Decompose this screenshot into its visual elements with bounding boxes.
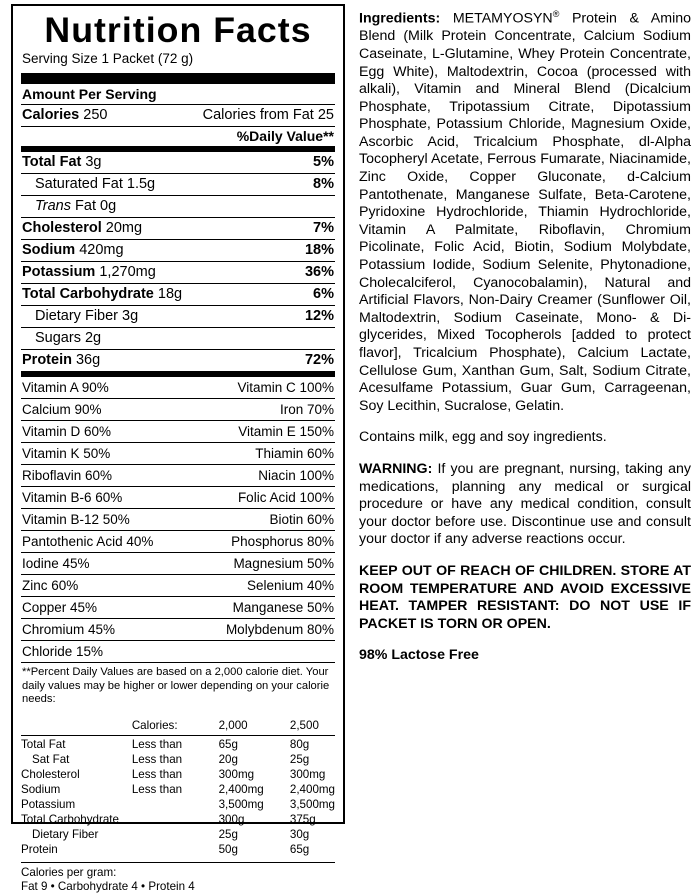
nutrient-dv: 5% [313, 154, 334, 170]
ingredients-paragraph [359, 6, 691, 415]
vitamin-left: Vitamin K 50% [22, 445, 111, 461]
table-row [21, 305, 335, 327]
dv-2000: 25g [218, 828, 238, 841]
vitamin-right: Vitamin C 100% [237, 379, 334, 395]
vitamin-left: Chromium 45% [22, 621, 116, 637]
table-row [21, 843, 335, 858]
dv-name: Cholesterol [21, 768, 80, 781]
vitamin-left: Pantothenic Acid 40% [22, 533, 154, 549]
vitamin-right: Niacin 100% [258, 467, 334, 483]
dv-name: Protein [21, 843, 58, 856]
table-row [21, 828, 335, 843]
table-row [21, 195, 335, 217]
vitamin-left: Iodine 45% [22, 555, 90, 571]
table-row [21, 768, 335, 783]
divider-thick-top [21, 73, 335, 84]
table-row [21, 813, 335, 828]
table-row [21, 261, 335, 283]
dv-name: Sat Fat [32, 753, 70, 766]
dv-2500: 300mg [289, 768, 326, 781]
dv-2500: 65g [289, 843, 310, 856]
nutrient-label: Cholesterol 20mg [22, 220, 143, 236]
table-row [21, 398, 335, 420]
vitamin-left: Chloride 15% [22, 643, 104, 659]
vitamin-left: Calcium 90% [22, 401, 102, 417]
registered-trademark-icon: ® [552, 9, 560, 19]
calories-row [21, 104, 335, 126]
dv-name: Dietary Fiber [32, 828, 99, 841]
vitamin-right: Phosphorus 80% [231, 533, 334, 549]
dv-less: Less than [131, 753, 183, 766]
nutrient-dv: 8% [313, 176, 334, 192]
dv-2500: 2,400mg [289, 783, 335, 796]
daily-value-header: %Daily Value** [21, 126, 335, 146]
table-row [21, 327, 335, 349]
nutrition-facts-panel [11, 4, 345, 893]
vitamin-left: Copper 45% [22, 599, 98, 615]
amount-per-serving-label: Amount Per Serving [22, 86, 157, 102]
table-row [21, 618, 335, 640]
dv-col-name [21, 719, 132, 736]
nutrient-dv: 7% [313, 220, 334, 236]
dv-2000: 20g [218, 753, 238, 766]
warning-body: If you are pregnant, nursing, taking any medications, planning any medical or surgical procedure or have any medical condition, consult your doctor before use. Discontinue use and consult your doctor if any adverse reactions occur. [359, 460, 691, 548]
vitamin-right: Folic Acid 100% [237, 489, 334, 505]
nutrient-label: Dietary Fiber 3g [35, 308, 139, 324]
dv-2500: 30g [289, 828, 310, 841]
vitamin-right: Iron 70% [279, 401, 334, 417]
table-row [21, 530, 335, 552]
vitamin-left: Zinc 60% [22, 577, 79, 593]
vitamin-right: Magnesium 50% [233, 555, 334, 571]
nutrient-label: Potassium 1,270mg [22, 264, 156, 280]
table-row [21, 152, 335, 173]
calories-per-gram-title: Calories per gram: [21, 865, 117, 879]
dv-name: Total Carbohydrate [21, 813, 119, 826]
table-row [21, 596, 335, 618]
nutrient-dv: 36% [304, 264, 334, 280]
table-row [21, 552, 335, 574]
table-row [21, 574, 335, 596]
warning-heading: WARNING: [359, 460, 433, 477]
table-row [21, 736, 335, 753]
dv-col-2500-header: 2,500 [289, 719, 319, 732]
vitamin-right: Selenium 40% [246, 577, 334, 593]
vitamin-right: Manganese 50% [232, 599, 334, 615]
dv-name: Potassium [21, 798, 76, 811]
dv-2000: 300g [218, 813, 245, 826]
nutrient-label: Saturated Fat 1.5g [35, 176, 156, 192]
nutrient-label: Sugars 2g [35, 330, 102, 346]
daily-values-table [21, 719, 335, 858]
nutrient-dv: 12% [304, 308, 334, 324]
vitamin-right: Thiamin 60% [255, 445, 334, 461]
warning-paragraph [359, 461, 691, 549]
calories-per-gram-block [21, 862, 335, 894]
nutrient-label: Total Carbohydrate 18g [22, 286, 183, 302]
table-row [21, 753, 335, 768]
vitamin-left: Vitamin B-6 60% [22, 489, 123, 505]
dv-2500: 375g [289, 813, 316, 826]
dv-less [132, 828, 219, 843]
calories-label: Calories 250 [22, 107, 108, 123]
calories-per-gram-values: Fat 9 • Carbohydrate 4 • Protein 4 [21, 879, 195, 893]
dv-less: Less than [131, 768, 183, 781]
vitamin-right: Molybdenum 80% [225, 621, 334, 637]
vitamin-right: Vitamin E 150% [238, 423, 334, 439]
table-header-row [21, 719, 335, 736]
nutrient-dv: 6% [313, 286, 334, 302]
vitamin-left: Vitamin B-12 50% [22, 511, 130, 527]
dv-less [132, 813, 219, 828]
ingredients-panel [359, 6, 691, 824]
ingredients-heading: Ingredients: [359, 10, 441, 27]
table-row [21, 783, 335, 798]
dv-less: Less than [131, 783, 183, 796]
dv-less [132, 798, 219, 813]
dv-less [132, 843, 219, 858]
dv-2500: 25g [289, 753, 310, 766]
table-row [21, 239, 335, 261]
table-row [21, 377, 335, 398]
nutrient-label: Sodium 420mg [22, 242, 124, 258]
vitamin-left: Vitamin A 90% [22, 379, 109, 395]
dv-2000: 300mg [218, 768, 255, 781]
ingredients-brand: METAMYOSYN [452, 10, 553, 27]
dv-2000: 3,500mg [218, 798, 264, 811]
nutrient-dv: 72% [304, 352, 334, 368]
ingredients-body: Protein & Amino Blend (Milk Protein Concentrate, Calcium Sodium Caseinate, L-Glutamine, Whey Protein Concentrate, Egg White), Maltodextrin, Cocoa (processed with alkali), Vitamin and Mineral Blend (Dicalcium Phosphate, Tripotassium Citrate, Dipotassium Phosphate, Potassium Chloride, Magnesium Oxide, Ascorbic Acid, Tricalcium Phosphate, dl-Alpha Tocopheryl Acetate, Ferrous Fumarate, Niacinamide, Zinc Oxide, Copper Gluconate, d-Calcium Pantothenate, Manganese Sulfate, Beta-Carotene, Pyridoxine Hydrochloride, Thiamin Hydrochloride, Vitamin A Palmitate, Riboflavin, Chromium Picolinate, Folic Acid, Biotin, Sodium Molybdate, Potassium Iodide, Sodium Selenite, Phytonadione, Cholecalciferol, Cyanocobalamin), Natural and Artificial Flavors, Non-Dairy Creamer (Sunflower Oil, Maltodextrin, Sodium Caseinate, Mono- & Di-glycerides, Mixed Tocopherols [added to protect flavor], Tricalcium Phosphate), Calcium Lactate, Cellulose Gum, Xanthan Gum, Salt, Sodium Citrate, Acesulfame Potassium, Guar Gum, Carrageenan, Soy Lecithin, Sucralose, Gelatin. [359, 10, 692, 414]
table-row [21, 283, 335, 305]
keep-out-of-reach-statement: KEEP OUT OF REACH OF CHILDREN. STORE AT ROOM TEMPERATURE AND AVOID EXCESSIVE HEAT. TAMPER RESISTANT: DO NOT USE IF PACKET IS TORN OR OPEN. [359, 562, 691, 632]
dv-name: Total Fat [21, 736, 132, 753]
vitamin-left: Vitamin D 60% [22, 423, 112, 439]
dv-2500: 3,500mg [289, 798, 335, 811]
dv-2000: 65g [219, 736, 290, 753]
table-row [21, 420, 335, 442]
dv-col-calories-header: Calories: [131, 719, 178, 732]
table-row [21, 464, 335, 486]
dv-2000: 2,400mg [218, 783, 264, 796]
table-row [21, 486, 335, 508]
nutrient-label: Total Fat 3g [22, 154, 102, 170]
calories-from-fat-label: Calories from Fat 25 [202, 107, 334, 123]
nutrient-dv: 18% [304, 242, 334, 258]
dv-name: Sodium [21, 783, 61, 796]
dv-2500: 80g [290, 736, 335, 753]
table-row [21, 349, 335, 371]
daily-value-footnote: **Percent Daily Values are based on a 2,000 calorie diet. Your daily values may be higher or lower depending on your calorie needs: [21, 662, 335, 709]
table-row [21, 508, 335, 530]
ingredients-brand-spacer [440, 11, 453, 27]
nutrient-label: Protein 36g [22, 352, 101, 368]
dv-2000: 50g [218, 843, 238, 856]
lactose-free-claim: 98% Lactose Free [359, 647, 479, 664]
page-title: Nutrition Facts [44, 11, 312, 50]
table-row [21, 640, 335, 662]
dv-less: Less than [132, 736, 219, 753]
serving-size: Serving Size 1 Packet (72 g) [22, 51, 194, 66]
table-row [21, 798, 335, 813]
nutrient-label: Trans Fat 0g [35, 198, 117, 214]
vitamin-left: Riboflavin 60% [22, 467, 113, 483]
table-row [21, 173, 335, 195]
table-row [21, 442, 335, 464]
dv-col-2000-header: 2,000 [218, 719, 248, 732]
vitamin-right: Biotin 60% [269, 511, 334, 527]
allergen-statement: Contains milk, egg and soy ingredients. [359, 429, 607, 446]
table-row [21, 217, 335, 239]
